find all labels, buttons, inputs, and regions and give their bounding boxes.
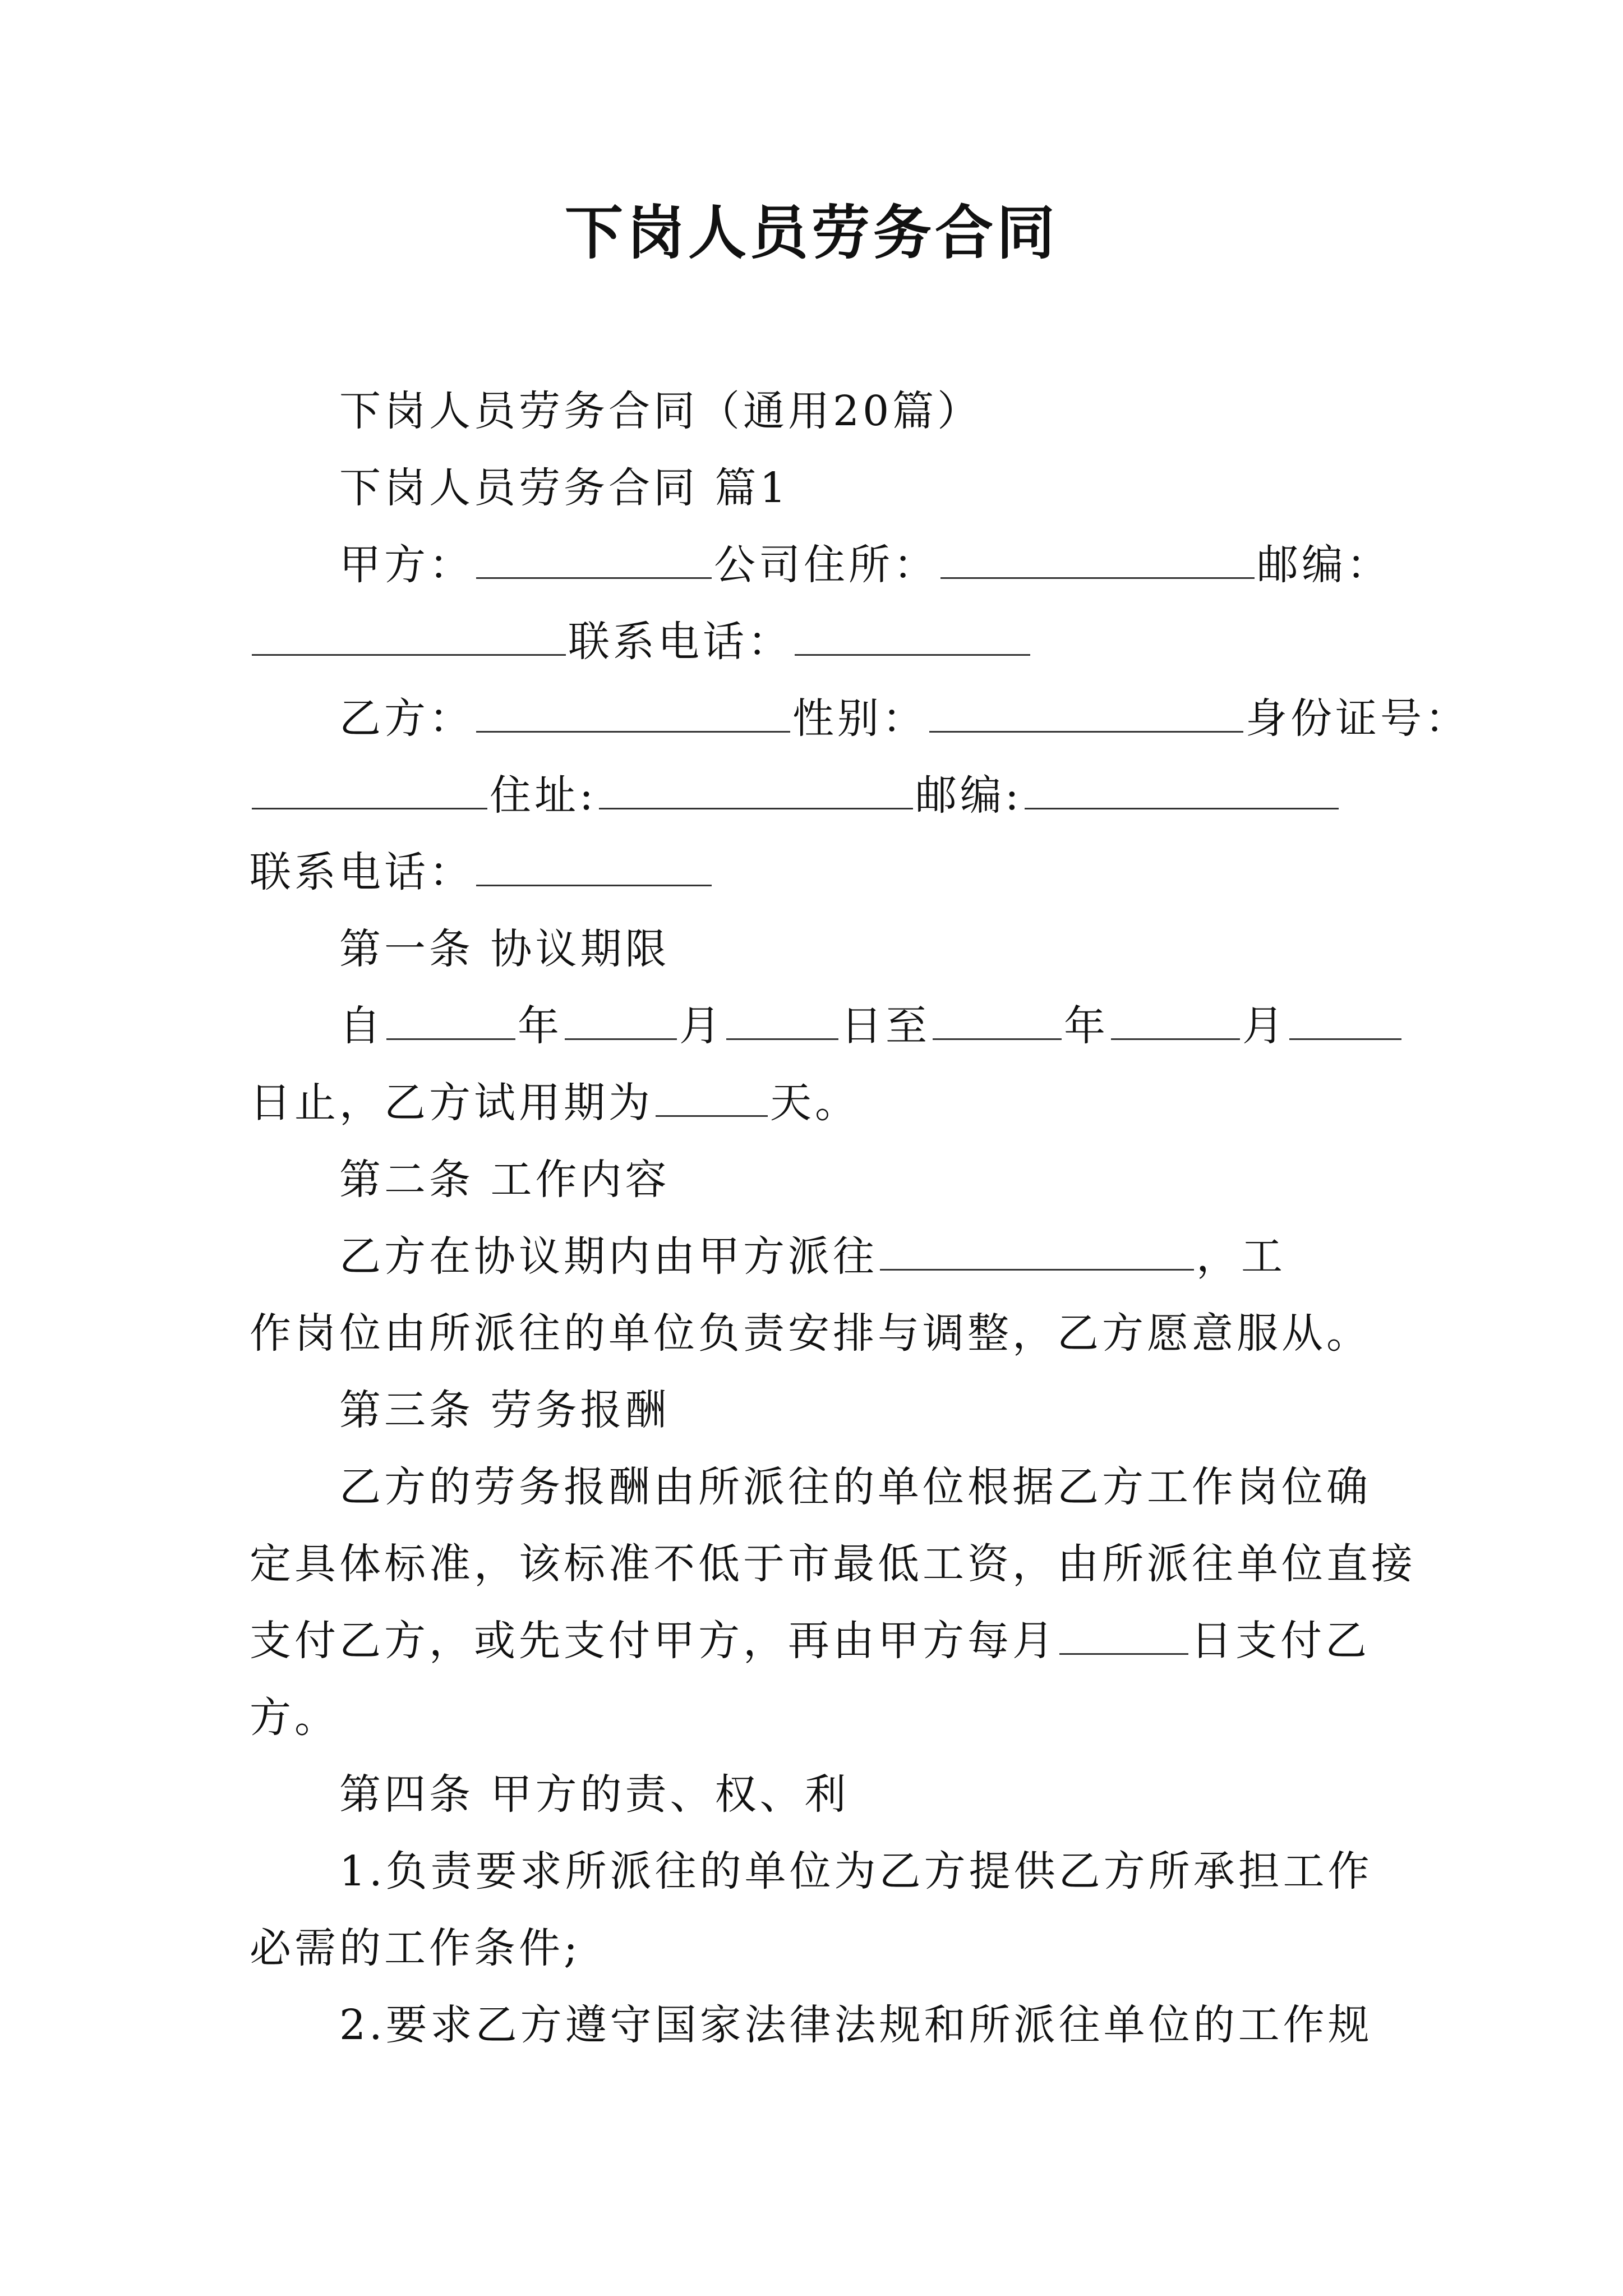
party-b-line-3 <box>250 834 1394 911</box>
party-b-name-blank[interactable] <box>476 700 790 733</box>
article-2-line-1 <box>250 1218 1394 1295</box>
party-a-line-1 <box>250 527 1394 604</box>
article-1-line-2 <box>250 1065 1394 1142</box>
party-b-phone-label: 联系电话： <box>250 848 474 896</box>
day-to-text: 日至 <box>841 1002 930 1050</box>
article-3-line-4: 方。 <box>250 1694 339 1742</box>
month-text-2: 月 <box>1242 1002 1287 1050</box>
article-4-item-1-line-1: 1.负责要求所派往的单位为乙方提供乙方所承担工作 <box>339 1847 1373 1895</box>
party-a-phone-label: 联系电话： <box>568 618 792 666</box>
end-day-blank[interactable] <box>1289 1007 1401 1040</box>
start-year-blank[interactable] <box>386 1007 515 1040</box>
from-text: 自 <box>339 1002 384 1050</box>
end-month-blank[interactable] <box>1111 1007 1240 1040</box>
id-number-label: 身份证号： <box>1246 694 1470 743</box>
year-text-2: 年 <box>1064 1002 1109 1050</box>
party-b-postcode-label: 邮编: <box>915 771 1022 820</box>
article-3-line-3 <box>250 1603 1394 1680</box>
article-4-item-1-line-2: 必需的工作条件; <box>250 1924 581 1972</box>
days-text: 天。 <box>770 1079 860 1127</box>
party-a-postcode-blank[interactable] <box>252 623 566 656</box>
article-2-text-a: 乙方在协议期内由甲方派往 <box>339 1232 878 1281</box>
company-address-label: 公司住所： <box>714 541 938 589</box>
month-text: 月 <box>679 1002 724 1050</box>
article-3-text-a: 支付乙方，或先支付甲方，再由甲方每月 <box>250 1617 1057 1665</box>
party-b-address-blank[interactable] <box>599 776 913 809</box>
pay-day-blank[interactable] <box>1059 1622 1188 1655</box>
party-a-label: 甲方： <box>339 541 474 589</box>
article-3-line-1: 乙方的劳务报酬由所派往的单位根据乙方工作岗位确 <box>339 1463 1371 1511</box>
party-b-postcode-blank[interactable] <box>1025 776 1339 809</box>
end-year-blank[interactable] <box>933 1007 1062 1040</box>
party-a-postcode-label: 邮编： <box>1257 541 1391 589</box>
document-body <box>250 373 1470 2064</box>
article-3-heading: 第三条 劳务报酬 <box>339 1386 670 1434</box>
gender-blank[interactable] <box>929 700 1243 733</box>
party-a-phone-blank[interactable] <box>795 623 1030 656</box>
article-3-line-2: 定具体标准，该标准不低于市最低工资，由所派往单位直接 <box>250 1540 1416 1588</box>
subtitle: 下岗人员劳务合同（通用20篇） <box>339 387 983 435</box>
section-heading: 下岗人员劳务合同 篇1 <box>339 464 790 512</box>
article-1-heading: 第一条 协议期限 <box>339 925 670 973</box>
party-b-phone-blank[interactable] <box>476 853 712 886</box>
party-b-address-label: 住址: <box>490 771 597 820</box>
party-b-line-2 <box>250 757 1394 834</box>
document-title: 下岗人员劳务合同 <box>564 199 1058 267</box>
party-a-line-2 <box>250 604 1394 680</box>
start-day-blank[interactable] <box>726 1007 838 1040</box>
party-b-line-1 <box>250 680 1470 757</box>
article-4-heading: 第四条 甲方的责、权、利 <box>339 1770 850 1819</box>
article-1-line-1 <box>250 988 1394 1065</box>
article-2-text-b: ，工 <box>1196 1232 1286 1281</box>
gender-label: 性别： <box>792 694 927 743</box>
article-2-heading: 第二条 工作内容 <box>339 1156 670 1204</box>
article-2-line-2: 作岗位由所派往的单位负责安排与调整，乙方愿意服从。 <box>250 1309 1371 1358</box>
dispatch-unit-blank[interactable] <box>880 1237 1194 1271</box>
trial-days-blank[interactable] <box>656 1084 768 1117</box>
year-text: 年 <box>518 1002 562 1050</box>
start-month-blank[interactable] <box>565 1007 677 1040</box>
article-3-text-b: 日支付乙 <box>1191 1617 1370 1665</box>
article-4-item-2-line-1: 2.要求乙方遵守国家法律法规和所派往单位的工作规 <box>339 2001 1373 2049</box>
id-number-blank[interactable] <box>252 776 487 809</box>
day-end-text: 日止，乙方试用期为 <box>250 1079 653 1127</box>
party-a-name-blank[interactable] <box>476 546 712 579</box>
company-address-blank[interactable] <box>940 546 1255 579</box>
party-b-label: 乙方： <box>339 694 474 743</box>
